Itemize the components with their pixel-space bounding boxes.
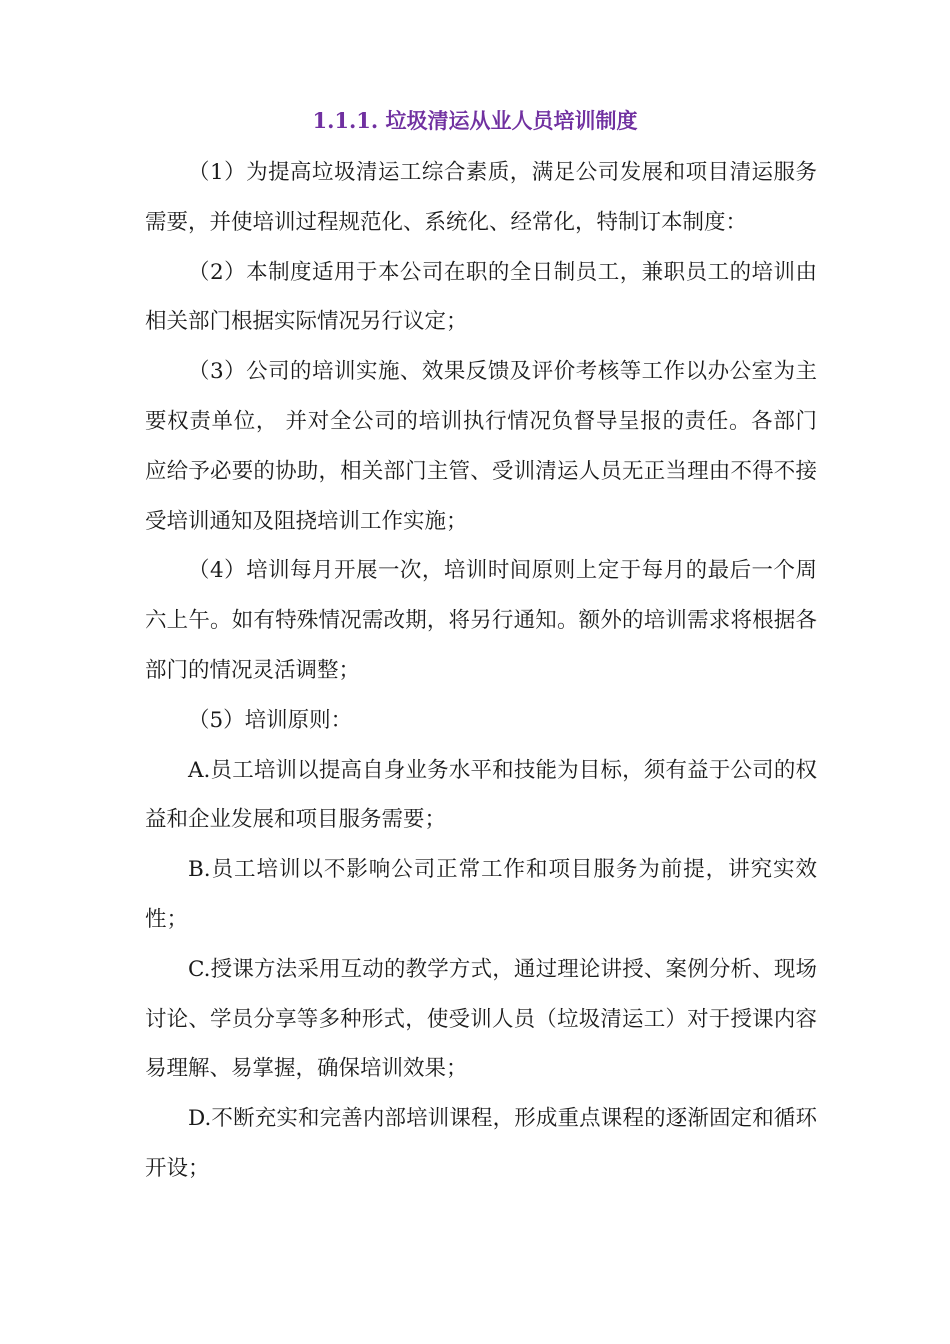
principle-c: C.授课方法采用互动的教学方式，通过理论讲授、案例分析、现场讨论、学员分享等多种形式，使受训人员（垃圾清运工）对于授课内容易理解、易掌握，确保培训效果； (145, 956, 817, 1082)
paragraph-1: （1）为提高垃圾清运工综合素质，满足公司发展和项目清运服务需要，并使培训过程规范化、系统化、经常化，特制订本制度： (145, 160, 817, 235)
section-heading: 1.1.1. 垃圾清运从业人员培训制度 (312, 108, 638, 133)
principle-a: A.员工培训以提高自身业务水平和技能为目标，须有益于公司的权益和企业发展和项目服务需要； (145, 757, 817, 833)
paragraph-4: （4）培训每月开展一次，培训时间原则上定于每月的最后一个周六上午。如有特殊情况需改期，将另行通知。额外的培训需求将根据各部门的情况灵活调整； (145, 558, 817, 683)
document-body (145, 148, 817, 1194)
principle-b: B.员工培训以不影响公司正常工作和项目服务为前提，讲究实效性； (145, 857, 817, 932)
paragraph-2: （2）本制度适用于本公司在职的全日制员工，兼职员工的培训由相关部门根据实际情况另行议定； (145, 259, 817, 335)
paragraph-5: （5）培训原则： (188, 707, 353, 733)
paragraph-3: （3）公司的培训实施、效果反馈及评价考核等工作以办公室为主要权责单位， 并对全公司的培训执行情况负督导呈报的责任。各部门应给予必要的协助，相关部门主管、受训清运人员无正当理由不得不接受培训通知及阻挠培训工作实施； (145, 359, 817, 534)
principle-d: D.不断充实和完善内部培训课程，形成重点课程的逐渐固定和循环开设； (145, 1106, 817, 1181)
